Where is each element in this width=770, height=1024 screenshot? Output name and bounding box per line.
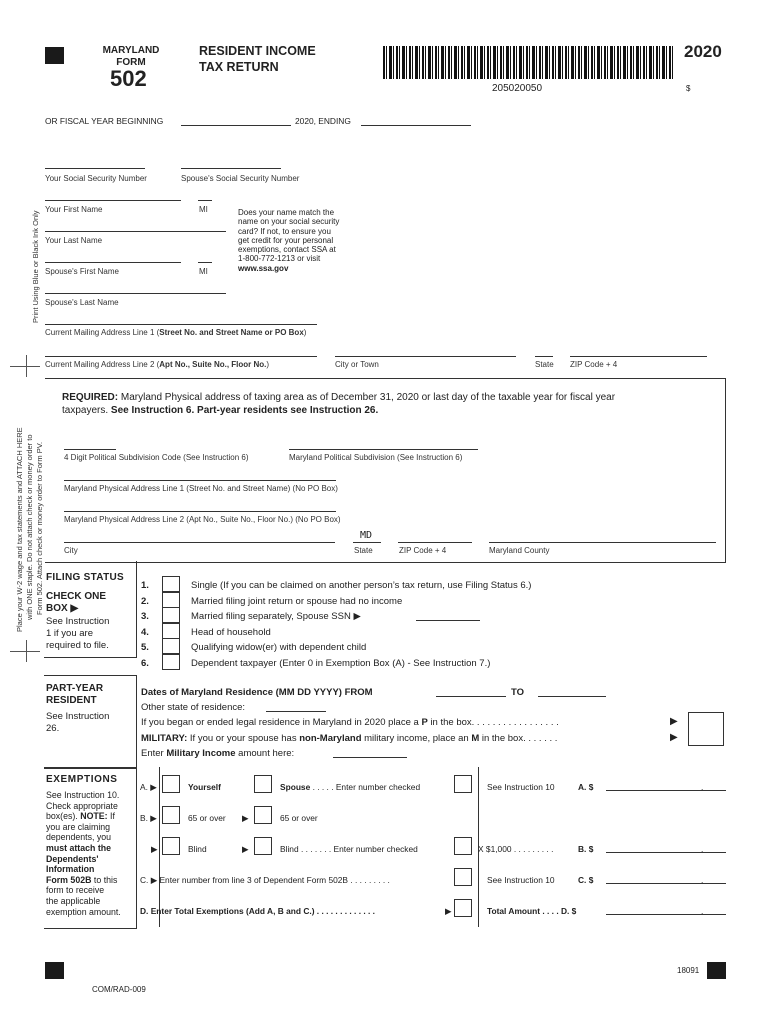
state-field[interactable]: [535, 356, 553, 357]
exemption-c-amount-label: C. $: [578, 875, 594, 885]
filing-status-number: 3.: [141, 611, 149, 622]
exemption-a-label: A. ▶: [140, 782, 157, 792]
arrow-icon: ▶: [151, 844, 158, 854]
last-name-label: Your Last Name: [45, 236, 103, 245]
filing-status-checkbox-2[interactable]: [162, 592, 180, 608]
filing-status-option-2: Married filing joint return or spouse had no income: [191, 595, 403, 607]
residence-to-label: TO: [511, 687, 525, 698]
exemption-b-count[interactable]: [454, 837, 472, 855]
attach-note-2: with ONE staple. Do not attach check or money order to: [25, 434, 34, 620]
spouse-over65-checkbox[interactable]: [254, 806, 272, 824]
arrow-icon: ▶: [670, 716, 678, 727]
mailing-address-2-field[interactable]: [45, 356, 317, 357]
decimal-point: .: [701, 906, 704, 916]
spouse-label: Spouse . . . . . Enter number checked: [280, 782, 421, 792]
filing-status-checkbox-3[interactable]: [162, 607, 180, 623]
crop-mark: [10, 651, 40, 652]
spouse-ssn-field[interactable]: [181, 168, 281, 169]
see-instruction-10: See Instruction 10: [487, 782, 555, 792]
arrow-icon: ▶: [445, 906, 452, 916]
spouse-blind-checkbox[interactable]: [254, 837, 272, 855]
exemption-d-label: D. Enter Total Exemptions (Add A, B and C.) . . . . . . . . . . . . .: [140, 906, 375, 916]
exemption-a-count[interactable]: [454, 775, 472, 793]
mi-field[interactable]: [198, 200, 212, 201]
city-field[interactable]: [335, 356, 516, 357]
part-year-note: See Instruction 26.: [46, 711, 110, 734]
crop-mark: [26, 640, 27, 662]
filing-status-checkbox-4[interactable]: [162, 623, 180, 639]
spouse-last-name-field[interactable]: [45, 293, 226, 294]
see-instruction-10-c: See Instruction 10: [487, 875, 555, 885]
rad-code: COM/RAD-009: [92, 985, 146, 994]
spouse-first-name-field[interactable]: [45, 262, 181, 263]
barcode-number: 205020050: [492, 83, 543, 94]
exemption-b-amount[interactable]: [606, 852, 726, 853]
box-label: BOX ▶: [46, 603, 79, 614]
military-income-field[interactable]: [333, 757, 407, 758]
first-name-field[interactable]: [45, 200, 181, 201]
form-title-2: TAX RETURN: [199, 60, 279, 74]
total-amount-label: Total Amount . . . . D. $: [487, 906, 577, 916]
form-word: FORM: [116, 57, 146, 68]
exemptions-title: EXEMPTIONS: [46, 774, 118, 785]
form-number: 502: [110, 66, 147, 91]
required-text-2: taxpayers. See Instruction 6. Part-year residents see Instruction 26.: [62, 405, 379, 416]
exemptions-note: See Instruction 10. Check appropriate box(es). NOTE: If you are claiming dependents, you must attach the Dependents' Information Form 502B to this form to receive the applicable exemption amount.: [46, 790, 121, 917]
form-code: 18091: [677, 966, 700, 975]
physical-city-label: City: [64, 546, 78, 555]
blind-label: Blind: [188, 844, 207, 854]
filing-status-title: FILING STATUS: [46, 572, 124, 583]
physical-zip-label: ZIP Code + 4: [399, 546, 447, 555]
attach-note-3: Form 502. Attach check or money order to Form PV.: [35, 441, 44, 615]
county-label: Maryland County: [489, 546, 550, 555]
arrow-icon: ▶: [670, 732, 678, 743]
subdivision-field[interactable]: [289, 449, 478, 450]
zip-label: ZIP Code + 4: [570, 360, 618, 369]
military-income-label: Enter Military Income amount here:: [141, 748, 295, 759]
exemption-c-count[interactable]: [454, 868, 472, 886]
exemptions-divider: [159, 767, 160, 927]
decimal-point: .: [701, 875, 704, 885]
city-label: City or Town: [335, 360, 379, 369]
filing-status-option-4: Head of household: [191, 626, 271, 638]
exemption-b-label: B. ▶: [140, 813, 157, 823]
mi-label: MI: [199, 205, 208, 214]
yourself-checkbox[interactable]: [162, 775, 180, 793]
filing-status-checkbox-6[interactable]: [162, 654, 180, 670]
physical-state-field[interactable]: [353, 542, 381, 543]
military-text: MILITARY: If you or your spouse has non-Maryland military income, place an M in the box. . . . . . .: [141, 733, 558, 744]
residence-to-field[interactable]: [538, 696, 606, 697]
subdivision-code-field[interactable]: [64, 449, 116, 450]
filing-status-option-6: Dependent taxpayer (Enter 0 in Exemption Box (A) - See Instruction 7.): [191, 657, 491, 669]
physical-state-value: MD: [360, 530, 373, 541]
residence-p-text: If you began or ended legal residence in Maryland in 2020 place a P in the box. . . . . . . . . . . . . . . . .: [141, 717, 559, 728]
x1000-label: X $1,000 . . . . . . . . .: [478, 844, 554, 854]
filing-status-checkbox-1[interactable]: [162, 576, 180, 592]
required-text-1: REQUIRED: Maryland Physical address of taxing area as of December 31, 2020 or last day of the taxable year for fiscal year: [62, 392, 616, 403]
other-state-field[interactable]: [266, 711, 326, 712]
crop-mark: [26, 355, 27, 377]
registration-mark: [45, 962, 64, 979]
p-m-box[interactable]: [688, 712, 724, 746]
exemption-d-amount[interactable]: [606, 914, 726, 915]
subdivision-code-label: 4 Digit Political Subdivision Code (See Instruction 6): [64, 453, 249, 462]
ssa-website[interactable]: www.ssa.gov: [238, 263, 289, 273]
state-label: State: [535, 360, 554, 369]
first-name-label: Your First Name: [45, 205, 103, 214]
yourself-label: Yourself: [188, 782, 221, 792]
residence-from-field[interactable]: [436, 696, 506, 697]
fiscal-begin-field[interactable]: [181, 125, 291, 126]
physical-address-1-label: Maryland Physical Address Line 1 (Street No. and Street Name) (No PO Box): [64, 484, 338, 493]
decimal-point: .: [701, 782, 704, 792]
dollar-sign: $: [686, 84, 691, 93]
physical-address-2-field[interactable]: [64, 511, 336, 512]
over65-checkbox[interactable]: [162, 806, 180, 824]
county-field[interactable]: [489, 542, 716, 543]
filing-status-option-5: Qualifying widow(er) with dependent child: [191, 642, 367, 653]
filing-status-number: 2.: [141, 595, 149, 607]
ssn-field[interactable]: [45, 168, 145, 169]
spouse-over65-label: 65 or over: [280, 813, 318, 823]
arrow-icon: ▶: [242, 813, 249, 823]
fiscal-end-field[interactable]: [361, 125, 471, 126]
spouse-mi-label: MI: [199, 267, 208, 276]
spouse-last-name-label: Spouse's Last Name: [45, 298, 119, 307]
residence-dates-label: Dates of Maryland Residence (MM DD YYYY) FROM: [141, 687, 373, 698]
physical-address-1-field[interactable]: [64, 480, 336, 481]
crop-mark: [10, 366, 40, 367]
ink-note: Print Using Blue or Black Ink Only: [31, 210, 40, 323]
spouse-mi-field[interactable]: [198, 262, 212, 263]
last-name-field[interactable]: [45, 231, 226, 232]
fiscal-ending-label: 2020, ENDING: [295, 116, 351, 126]
filing-note: See Instruction 1 if you are required to file.: [46, 616, 110, 651]
exemption-c-label: C. ▶ Enter number from line 3 of Dependent Form 502B . . . . . . . . .: [140, 875, 390, 885]
ssn-label: Your Social Security Number: [45, 174, 147, 183]
exemption-b-amount-label: B. $: [578, 844, 594, 854]
blind-checkbox[interactable]: [162, 837, 180, 855]
mailing-address-1-field[interactable]: [45, 324, 317, 325]
spouse-blind-label: Blind . . . . . . . Enter number checked: [280, 844, 418, 854]
subdivision-label: Maryland Political Subdivision (See Instruction 6): [289, 453, 463, 462]
filing-status-checkbox-5[interactable]: [162, 638, 180, 654]
physical-address-2-label: Maryland Physical Address Line 2 (Apt No., Suite No., Floor No.) (No PO Box): [64, 515, 341, 524]
over65-label: 65 or over: [188, 813, 226, 823]
spouse-ssn-label: Spouse's Social Security Number: [181, 174, 300, 183]
exemption-d-count[interactable]: [454, 899, 472, 917]
filing-status-option-1: Single (If you can be claimed on another person’s tax return, use Filing Status 6.): [191, 580, 532, 591]
registration-mark: [707, 962, 726, 979]
decimal-point: .: [701, 844, 704, 854]
barcode: [383, 46, 673, 79]
tax-year: 2020: [684, 42, 722, 61]
attach-note-1: Place your W-2 wage and tax statements and ATTACH HERE: [15, 427, 24, 632]
filing-status-number: 6.: [141, 657, 149, 669]
exemption-c-amount[interactable]: [606, 883, 726, 884]
check-one-label: CHECK ONE: [46, 591, 107, 602]
form-state: MARYLAND: [102, 45, 160, 56]
arrow-icon: ▶: [242, 844, 249, 854]
spouse-first-name-label: Spouse's First Name: [45, 267, 119, 276]
physical-city-field[interactable]: [64, 542, 335, 543]
exemption-a-amount-label: A. $: [578, 782, 594, 792]
fiscal-beginning-label: OR FISCAL YEAR BEGINNING: [45, 116, 164, 126]
ssa-note: Does your name match the name on your social security card? If not, to ensure you get credit for your personal exemptions, contact SSA at 1-800-772-1213 or visit www.ssa.gov: [238, 208, 340, 273]
form-title-1: RESIDENT INCOME: [199, 44, 316, 58]
mailing-address-2-label: Current Mailing Address Line 2 (Apt No., Suite No., Floor No.): [45, 360, 270, 369]
exemption-a-amount[interactable]: [606, 790, 726, 791]
physical-state-label: State: [354, 546, 373, 555]
spouse-ssn-filing-field[interactable]: [416, 620, 480, 621]
physical-zip-field[interactable]: [398, 542, 472, 543]
mailing-address-1-label: Current Mailing Address Line 1 (Street No. and Street Name or PO Box): [45, 328, 307, 337]
filing-status-number: 4.: [141, 626, 149, 638]
part-year-title-1: PART-YEAR: [46, 683, 104, 694]
zip-field[interactable]: [570, 356, 707, 357]
registration-mark: [45, 47, 64, 64]
other-state-label: Other state of residence:: [141, 702, 246, 713]
spouse-checkbox[interactable]: [254, 775, 272, 793]
filing-status-number: 5.: [141, 642, 149, 653]
part-year-title-2: RESIDENT: [46, 695, 97, 706]
filing-status-option-3: Married filing separately, Spouse SSN ▶: [191, 611, 361, 622]
filing-status-number: 1.: [141, 580, 149, 591]
